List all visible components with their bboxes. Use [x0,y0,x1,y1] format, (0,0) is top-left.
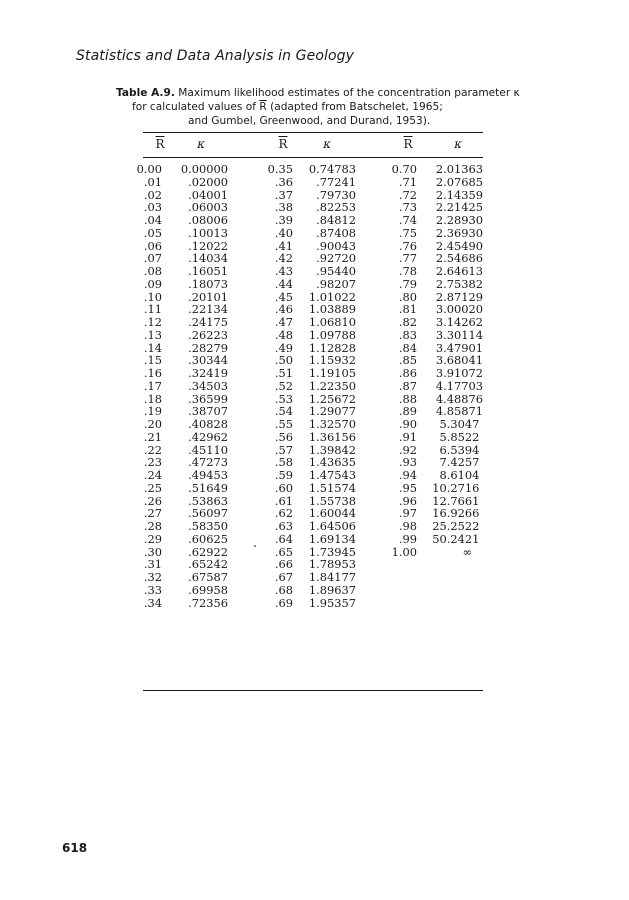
table-cell: ∞ [462,544,483,559]
table-cell: 1.64506 [308,519,356,533]
caption-label: Table A.9. [116,87,175,99]
table-cell: .71 [398,174,417,189]
table-cell: .47273 [188,455,228,470]
table-top-rule [143,132,483,133]
page-number: 618 [62,841,88,855]
table-cell: .44 [274,276,293,291]
table-cell: .63 [274,519,293,533]
table-cell: .95440 [316,264,356,278]
table-cell: .07 [143,251,162,266]
table-cell: .13 [143,327,162,342]
caption-line-1 [116,86,520,100]
table-cell: .28279 [188,340,228,355]
table-cell: 50.2421 [432,531,483,546]
table-cell: .47 [274,315,293,329]
table-cell: 2.45490 [435,238,483,253]
table-cell: .16 [143,366,162,380]
table-cell: 4.17703 [435,378,483,393]
table-cell: .08006 [188,213,228,227]
table-cell: .11 [143,302,162,317]
table-cell: .72 [398,187,417,202]
table-cell: .85 [398,353,417,368]
table-cell: 4.48876 [435,391,483,406]
table-cell: .58 [274,455,293,470]
table-cell: .14034 [188,251,228,266]
table-cell: .46 [274,302,293,317]
table-cell: 3.00020 [435,302,483,317]
table-cell: .61 [274,493,293,508]
caption-line-2 [116,100,496,114]
table-cell: 25.2522 [432,519,483,533]
table-cell: .67587 [188,570,228,584]
header-rbar-3: $\overline{R}$ [403,137,413,151]
table-cell: .75 [398,225,417,240]
table-cell: 5.3047 [439,417,483,431]
table-cell: 1.36156 [308,429,356,444]
table-cell: .53863 [188,493,228,508]
table-cell: .81 [398,302,417,317]
table-cell: .76 [398,238,417,253]
table-cell: .14 [143,340,162,355]
table-bottom-rule [143,690,483,691]
header-rbar-1: $\overline{R}$ [155,137,165,151]
table-cell: 2.21425 [435,200,483,215]
table-cell: .41 [274,238,293,253]
table-cell: .06003 [188,200,228,215]
column-kappa-1 [160,163,228,609]
table-cell: 2.64613 [435,264,483,278]
table-cell: .04 [143,213,162,227]
table-cell: .69958 [188,582,228,597]
table-cell: 1.19105 [308,366,356,380]
table-cell: .82253 [316,200,356,215]
table-cell: .94 [398,468,417,482]
table-cell: 1.47543 [308,468,356,482]
table-cell: .80 [398,289,417,304]
table-cell: .62 [274,506,293,521]
table-cell: 1.89637 [308,582,356,597]
table-cell: .96 [398,493,417,508]
table-cell: .91 [398,429,417,444]
column-kappa-3 [420,163,483,558]
table-cell: .84812 [316,213,356,227]
table-cell: 10.2716 [432,480,483,495]
table-cell: 2.36930 [435,225,483,240]
table-cell: 0.00 [136,162,162,176]
table-cell: 0.74783 [308,162,356,176]
table-cell: .42962 [188,429,228,444]
table-cell: .97 [398,506,417,521]
table-cell: .90043 [316,238,356,253]
header-kappa-2: κ [323,137,331,151]
table-cell: 16.9266 [432,506,483,521]
table-cell: .56 [274,429,293,444]
table-cell: 2.87129 [435,289,483,304]
table-cell: .38 [274,200,293,215]
table-cell: .77241 [316,174,356,189]
table-cell: 8.6104 [439,468,483,482]
table-cell: 1.32570 [308,417,356,431]
table-cell: .51 [274,366,293,380]
table-cell: .87 [398,378,417,393]
table-cell: 1.51574 [308,480,356,495]
table-cell: .67 [274,570,293,584]
table-cell: .34 [143,595,162,610]
table-cell: .69 [274,595,293,610]
table-cell: 0.35 [267,162,293,176]
table-cell: .24 [143,468,162,482]
running-head: Statistics and Data Analysis in Geology [76,48,355,64]
table-cell: .68 [274,582,293,597]
table-caption [116,86,520,128]
table-cell: .16051 [188,264,228,278]
caption-rbar: $\overline{R}$ [259,101,267,113]
table-cell: .51649 [188,480,228,495]
table-cell: .06 [143,238,162,253]
table-cell: .12 [143,315,162,329]
table-cell: 1.84177 [308,570,356,584]
table-cell: .53 [274,391,293,406]
table-cell: .32419 [188,366,228,380]
table-cell: .21 [143,429,162,444]
caption-line-1-text: Maximum likelihood estimates of the concentration parameter κ [178,87,520,99]
table-cell: 1.60044 [308,506,356,521]
table-cell: .65 [274,544,293,559]
table-cell: 12.7661 [432,493,483,508]
table-cell: .34503 [188,378,228,393]
table-cell: .10 [143,289,162,304]
table-cell: .24175 [188,315,228,329]
table-cell: .66 [274,557,293,572]
table-cell: .79730 [316,187,356,202]
table-cell: .79 [398,276,417,291]
table-cell: .03 [143,200,162,215]
table-cell: .25 [143,480,162,495]
table-cell: .45110 [188,442,228,457]
table-cell: .77 [398,251,417,266]
table-cell: .02 [143,187,162,202]
table-cell: .09 [143,276,162,291]
table-cell: .84 [398,340,417,355]
table-cell: .83 [398,327,417,342]
table-cell: .89 [398,404,417,419]
table-cell: 3.30114 [435,327,483,342]
table-cell: .65242 [188,557,228,572]
table-cell: .52 [274,378,293,393]
table-cell: .56097 [188,506,228,521]
table-cell: .38707 [188,404,228,419]
caption-line-2-pre: for calculated values of [132,101,260,113]
table-cell: 1.15932 [308,353,356,368]
table-cell: 4.85871 [435,404,483,419]
table-cell: .60 [274,480,293,495]
table-cell: .22134 [188,302,228,317]
table-cell: .99 [398,531,417,546]
table-cell: .05 [143,225,162,240]
table-cell: .15 [143,353,162,368]
caption-line-2-post: (adapted from Batschelet, 1965; [266,101,443,113]
stray-print-mark [254,545,256,547]
header-rbar-2: $\overline{R}$ [278,137,288,151]
table-cell: .98 [398,519,417,533]
table-cell: 1.69134 [308,531,356,546]
table-cell: 2.14359 [435,187,483,202]
table-cell: .28 [143,519,162,533]
table-cell: 1.22350 [308,378,356,393]
table-cell: 2.01363 [435,162,483,176]
table-cell: .17 [143,378,162,393]
table-cell: 2.28930 [435,213,483,227]
table-cell: .50 [274,353,293,368]
table-cell: 2.75382 [435,276,483,291]
table-cell: .30344 [188,353,228,368]
table-cell: 1.09788 [308,327,356,342]
table-cell: 1.00 [391,544,417,559]
table-cell: .40 [274,225,293,240]
table-cell: .10013 [188,225,228,240]
table-cell: .26223 [188,327,228,342]
table-cell: .18073 [188,276,228,291]
table-cell: .32 [143,570,162,584]
table-cell: 6.5394 [439,442,483,457]
table-cell: .62922 [188,544,228,559]
table-cell: .58350 [188,519,228,533]
table-cell: .90 [398,417,417,431]
table-cell: 1.03889 [308,302,356,317]
table-cell: .20101 [188,289,228,304]
table-cell: .04001 [188,187,228,202]
table-cell: .23 [143,455,162,470]
table-cell: .30 [143,544,162,559]
table-cell: .92 [398,442,417,457]
table-cell: .86 [398,366,417,380]
table-cell: .92720 [316,251,356,266]
table-cell: .55 [274,417,293,431]
table-cell: .57 [274,442,293,457]
table-cell: 1.39842 [308,442,356,457]
table-cell: .01 [143,174,162,189]
table-cell: 7.4257 [439,455,483,470]
table-cell: 3.91072 [435,366,483,380]
column-rbar-2 [258,163,293,609]
table-cell: .93 [398,455,417,470]
table-cell: .64 [274,531,293,546]
table-header-rule [143,157,483,158]
header-kappa-1: κ [197,137,205,151]
table-cell: .42 [274,251,293,266]
table-cell: .78 [398,264,417,278]
table-cell: .74 [398,213,417,227]
table-cell: .27 [143,506,162,521]
table-cell: .98207 [316,276,356,291]
table-cell: 1.12828 [308,340,356,355]
table-cell: 5.8522 [439,429,483,444]
table-cell: 3.68041 [435,353,483,368]
table-cell: .45 [274,289,293,304]
table-cell: .72356 [188,595,228,610]
column-rbar-1 [128,163,162,609]
column-kappa-2 [293,163,356,609]
table-cell: .87408 [316,225,356,240]
table-cell: .02000 [188,174,228,189]
table-cell: 0.70 [391,162,417,176]
caption-line-3: and Gumbel, Greenwood, and Durand, 1953). [188,115,431,127]
table-cell: .39 [274,213,293,227]
table-cell: .59 [274,468,293,482]
table-cell: .26 [143,493,162,508]
table-cell: .31 [143,557,162,572]
table-cell: .37 [274,187,293,202]
table-cell: .20 [143,417,162,431]
table-cell: .82 [398,315,417,329]
table-cell: 1.95357 [308,595,356,610]
table-cell: .60625 [188,531,228,546]
table-cell: .48 [274,327,293,342]
table-cell: 1.01022 [308,289,356,304]
table-cell: 2.54686 [435,251,483,266]
table-cell: .49453 [188,468,228,482]
header-kappa-3: κ [454,137,462,151]
table-cell: 1.29077 [308,404,356,419]
table-cell: .73 [398,200,417,215]
table-cell: 3.47901 [435,340,483,355]
table-cell: 0.00000 [180,162,228,176]
table-cell: .54 [274,404,293,419]
table-cell: .12022 [188,238,228,253]
table-cell: 1.78953 [308,557,356,572]
table-cell: 1.06810 [308,315,356,329]
table-cell: .22 [143,442,162,457]
table-cell: 1.73945 [308,544,356,559]
table-cell: .19 [143,404,162,419]
table-cell: 1.25672 [308,391,356,406]
table-cell: .33 [143,582,162,597]
table-cell: 1.43635 [308,455,356,470]
table-cell: .95 [398,480,417,495]
table-cell: 1.55738 [308,493,356,508]
table-cell: .43 [274,264,293,278]
table-cell: .49 [274,340,293,355]
table-cell: 2.07685 [435,174,483,189]
table-cell: .40828 [188,417,228,431]
table-cell: .18 [143,391,162,406]
table-cell: .36599 [188,391,228,406]
table-cell: .08 [143,264,162,278]
column-rbar-3 [380,163,417,558]
table-cell: 3.14262 [435,315,483,329]
table-cell: .36 [274,174,293,189]
table-cell: .88 [398,391,417,406]
table-cell: .29 [143,531,162,546]
